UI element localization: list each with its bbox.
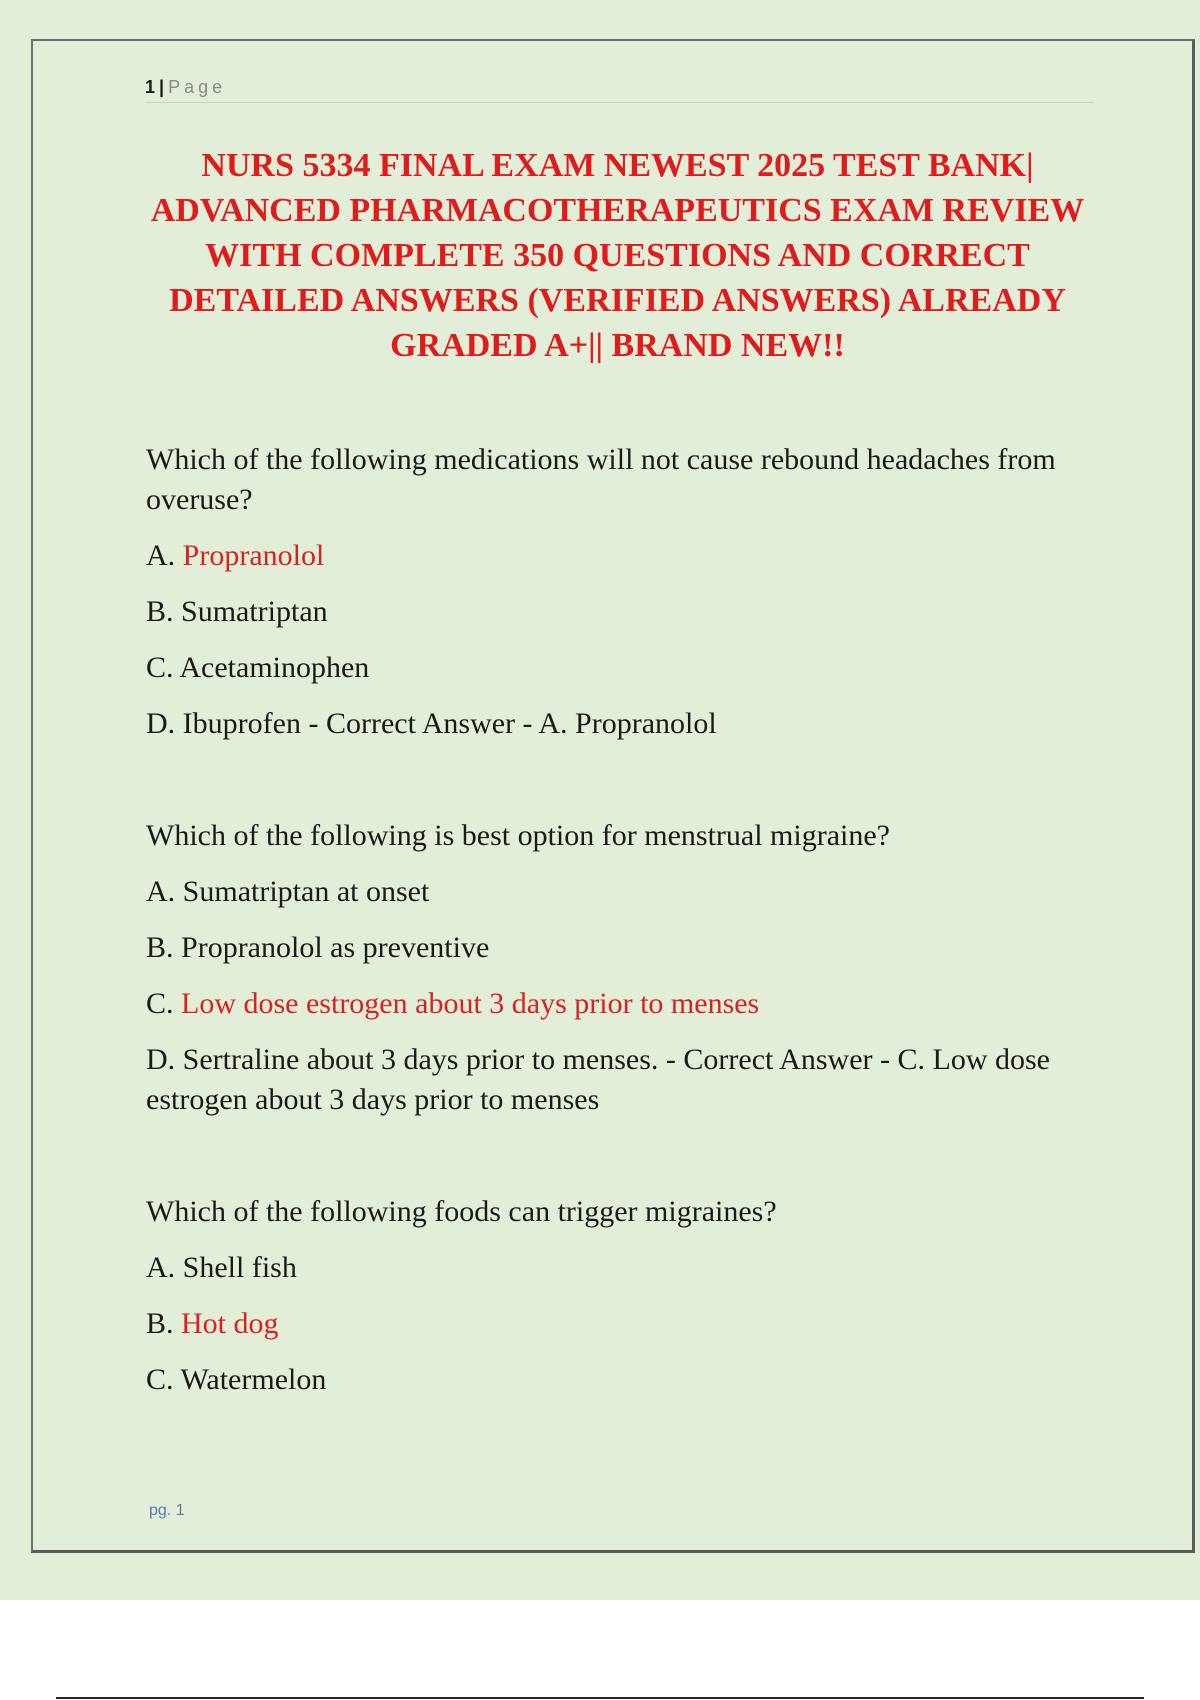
answer-option-b (146, 592, 1076, 632)
option-letter: C. (146, 987, 174, 1020)
answer-option-d (146, 704, 1076, 744)
option-text-correct: Low dose estrogen about 3 days prior to menses (181, 987, 760, 1020)
option-text: Watermelon (180, 1363, 327, 1396)
question-2 (146, 816, 1076, 1120)
question-3 (146, 1192, 1076, 1400)
option-letter: A. (146, 1251, 176, 1284)
answer-option-c (146, 648, 1076, 688)
option-text-correct: Propranolol (182, 539, 325, 572)
option-letter: B. (146, 1307, 174, 1340)
option-text: Shell fish (182, 1251, 297, 1284)
option-letter: C. (146, 651, 174, 684)
question-1 (146, 440, 1076, 744)
option-letter: D. (146, 707, 176, 740)
option-text: Propranolol as preventive (181, 931, 490, 964)
option-text: Sumatriptan (181, 595, 328, 628)
answer-option-a (146, 536, 1076, 576)
option-text: Sertraline about 3 days prior to menses. - Correct Answer - C. Low dose estrogen about 3 days prior to menses (146, 1043, 1050, 1116)
option-letter: A. (146, 875, 176, 908)
option-letter: C. (146, 1363, 174, 1396)
answer-option-c (146, 1360, 1076, 1400)
answer-option-a (146, 872, 1076, 912)
option-text: Sumatriptan at onset (182, 875, 430, 908)
question-stem: Which of the following medications will not cause rebound headaches from overuse? (146, 443, 1056, 516)
question-list (146, 440, 1076, 1472)
page-footer: pg. 1 (149, 1502, 185, 1519)
bottom-divider (56, 1697, 1144, 1699)
option-text: Ibuprofen - Correct Answer - A. Propranolol (182, 707, 717, 740)
option-letter: B. (146, 595, 174, 628)
option-letter: B. (146, 931, 174, 964)
header-separator: | (159, 77, 165, 97)
document-title: NURS 5334 FINAL EXAM NEWEST 2025 TEST BANK| ADVANCED PHARMACOTHERAPEUTICS EXAM REVIEW WITH COMPLETE 350 QUESTIONS AND CORRECT DETAILED ANSWERS (VERIFIED ANSWERS) ALREADY GRADED A+|| BRAND NEW!! (150, 147, 1085, 364)
answer-option-c (146, 984, 1076, 1024)
answer-option-b (146, 928, 1076, 968)
option-text: Acetaminophen (179, 651, 370, 684)
header-page-label: Page (168, 77, 227, 97)
header-page-number: 1 (145, 77, 156, 97)
question-stem: Which of the following foods can trigger migraines? (146, 1195, 777, 1228)
answer-option-d (146, 1040, 1076, 1120)
answer-option-b (146, 1304, 1076, 1344)
option-letter: D. (146, 1043, 176, 1076)
question-stem: Which of the following is best option for menstrual migraine? (146, 819, 890, 852)
option-text-correct: Hot dog (181, 1307, 279, 1340)
option-letter: A. (146, 539, 176, 572)
answer-option-a (146, 1248, 1076, 1288)
page-header (145, 72, 1093, 103)
